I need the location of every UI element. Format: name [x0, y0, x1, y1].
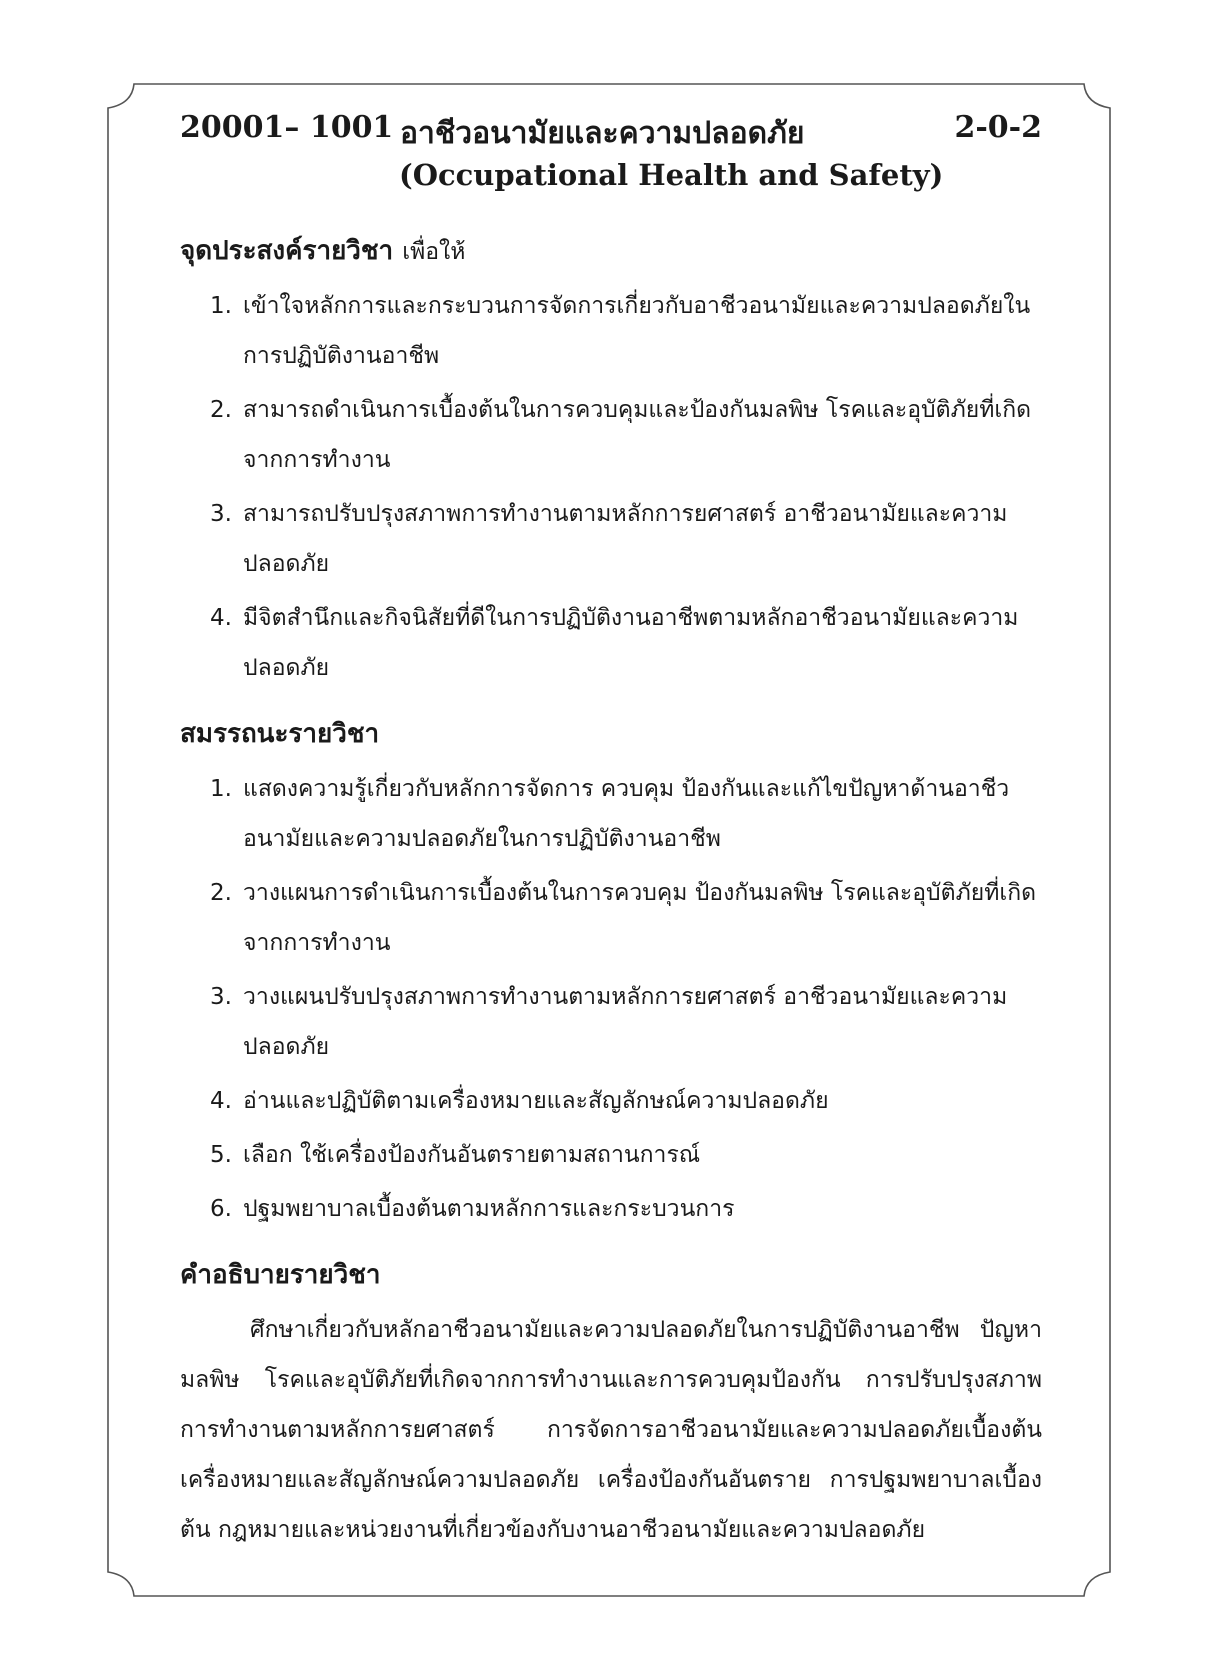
- course-code: 20001– 1001: [180, 110, 394, 145]
- item-text: วางแผนปรับปรุงสภาพการทำงานตามหลักการยศาสตร์ อาชีวอนามัยและความปลอดภัย: [243, 984, 1008, 1060]
- list-item: [180, 385, 1042, 485]
- item-text: ปฐมพยาบาลเบื้องต้นตามหลักการและกระบวนการ: [243, 1196, 735, 1222]
- item-text: มีจิตสำนึกและกิจนิสัยที่ดีในการปฏิบัติงานอาชีพตามหลักอาชีวอนามัยและความปลอดภัย: [243, 605, 1019, 681]
- list-item: [180, 489, 1042, 589]
- item-text: เลือก ใช้เครื่องป้องกันอันตรายตามสถานการณ์: [243, 1142, 701, 1168]
- list-item: [180, 764, 1042, 864]
- list-item: [180, 1130, 1042, 1180]
- competencies-heading: สมรรถนะรายวิชา: [180, 719, 380, 749]
- list-item: [180, 972, 1042, 1072]
- list-item: [180, 593, 1042, 693]
- item-number: 3.: [210, 501, 232, 527]
- description-section: [180, 1254, 1042, 1555]
- competencies-list: [180, 764, 1042, 1234]
- item-number: 1.: [210, 293, 232, 319]
- item-text: วางแผนการดำเนินการเบื้องต้นในการควบคุม ป้องกันมลพิษ โรคและอุบัติภัยที่เกิดจากการทำงาน: [243, 880, 1037, 956]
- course-name-english: (Occupational Health and Safety): [399, 158, 944, 192]
- objectives-heading: [180, 230, 1042, 271]
- list-item: [180, 281, 1042, 381]
- list-item: [180, 1076, 1042, 1126]
- course-header: [180, 100, 1042, 210]
- item-number: 1.: [210, 776, 232, 802]
- item-number: 5.: [210, 1142, 232, 1168]
- item-number: 4.: [210, 1088, 232, 1114]
- item-text: สามารถดำเนินการเบื้องต้นในการควบคุมและป้องกันมลพิษ โรคและอุบัติภัยที่เกิดจากการทำงาน: [243, 397, 1032, 473]
- objectives-list: [180, 281, 1042, 693]
- description-heading: คำอธิบายรายวิชา: [180, 1260, 381, 1290]
- item-text: สามารถปรับปรุงสภาพการทำงานตามหลักการยศาสตร์ อาชีวอนามัยและความปลอดภัย: [243, 501, 1008, 577]
- item-number: 4.: [210, 605, 232, 631]
- objectives-heading-label: จุดประสงค์รายวิชา: [180, 236, 394, 266]
- item-text: เข้าใจหลักการและกระบวนการจัดการเกี่ยวกับอาชีวอนามัยและความปลอดภัยในการปฏิบัติงานอาชีพ: [243, 293, 1031, 369]
- competencies-section: [180, 713, 1042, 1234]
- objectives-section: [180, 230, 1042, 693]
- list-item: [180, 1184, 1042, 1234]
- list-item: [180, 868, 1042, 968]
- objectives-heading-suffix: เพื่อให้: [402, 239, 466, 265]
- item-number: 2.: [210, 880, 232, 906]
- item-text: อ่านและปฏิบัติตามเครื่องหมายและสัญลักษณ์ความปลอดภัย: [243, 1088, 829, 1114]
- course-page: [180, 100, 1042, 1555]
- description-text: ศึกษาเกี่ยวกับหลักอาชีวอนามัยและความปลอดภัยในการปฏิบัติงานอาชีพ ปัญหามลพิษ โรคและอุบัติภัยที่เกิดจากการทำงานและการควบคุมป้องกัน การปรับปรุงสภาพการทำงานตามหลักการยศาสตร์ การจัดการอาชีวอนามัยและความปลอดภัยเบื้องต้น เครื่องหมายและสัญลักษณ์ความปลอดภัย เครื่องป้องกันอันตราย การปฐมพยาบาลเบื้องต้น กฎหมายและหน่วยงานที่เกี่ยวข้องกับงานอาชีวอนามัยและความปลอดภัย: [180, 1317, 1042, 1543]
- item-number: 3.: [210, 984, 232, 1010]
- course-credits: 2-0-2: [954, 110, 1042, 145]
- item-number: 6.: [210, 1196, 232, 1222]
- item-text: แสดงความรู้เกี่ยวกับหลักการจัดการ ควบคุม ป้องกันและแก้ไขปัญหาด้านอาชีวอนามัยและความปลอดภัยในการปฏิบัติงานอาชีพ: [243, 776, 1010, 852]
- course-name-thai: อาชีวอนามัยและความปลอดภัย: [400, 116, 805, 151]
- item-number: 2.: [210, 397, 232, 423]
